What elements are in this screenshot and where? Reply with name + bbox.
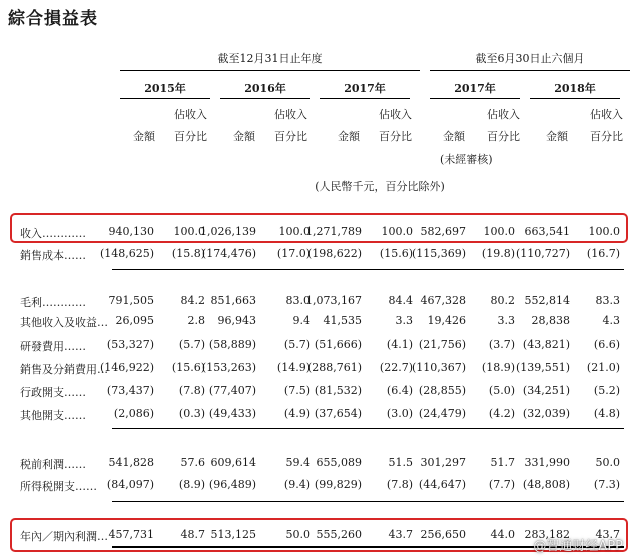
row-label: 毛利…………	[20, 296, 86, 309]
cell-value: (49,433)	[208, 407, 256, 420]
cell-value: 83.3	[595, 294, 620, 307]
row-label: 收入…………	[20, 227, 86, 240]
cell-value: 663,541	[524, 225, 570, 238]
cell-value: 1,271,789	[306, 225, 362, 238]
row-label: 税前利潤……	[20, 458, 86, 471]
cell-value: (6.6)	[593, 338, 620, 351]
cell-value: (58,889)	[208, 338, 256, 351]
pct-header-l1: 佔收入	[274, 108, 307, 121]
group-header-half: 截至6月30日止六個月	[475, 52, 585, 65]
cell-value: (51,666)	[314, 338, 362, 351]
cell-value: 48.7	[180, 528, 205, 541]
cell-value: (77,407)	[208, 384, 256, 397]
cell-value: 256,650	[420, 528, 466, 541]
row-label: 年內／期內利潤…	[20, 530, 108, 543]
cell-value: 582,697	[420, 225, 466, 238]
cell-value: (5.2)	[593, 384, 620, 397]
cell-value: 50.0	[595, 456, 620, 469]
pct-header-l1: 佔收入	[174, 108, 207, 121]
cell-value: (5.7)	[178, 338, 205, 351]
cell-value: 50.0	[285, 528, 310, 541]
cell-value: (81,532)	[314, 384, 362, 397]
year-header-2: 2016年	[244, 82, 286, 95]
cell-value: (16.7)	[586, 247, 620, 260]
cell-value: (43,821)	[522, 338, 570, 351]
cell-value: 51.5	[388, 456, 413, 469]
cell-value: 59.4	[285, 456, 310, 469]
cell-value: (7.3)	[593, 478, 620, 491]
cell-value: (8.9)	[178, 478, 205, 491]
cell-value: (174,476)	[201, 247, 256, 260]
pct-header-l2: 百分比	[487, 130, 520, 143]
subtotal-rule	[112, 428, 624, 429]
group-header-annual: 截至12月31日止年度	[217, 52, 323, 65]
cell-value: (48,808)	[522, 478, 570, 491]
cell-value: 1,073,167	[306, 294, 362, 307]
cell-value: (288,761)	[307, 361, 362, 374]
cell-value: 4.3	[602, 314, 620, 327]
cell-value: 457,731	[108, 528, 154, 541]
cell-value: (4.1)	[386, 338, 413, 351]
subtotal-rule	[112, 501, 624, 502]
cell-value: 100.0	[588, 225, 620, 238]
cell-value: (110,727)	[516, 247, 571, 260]
cell-value: (5.7)	[283, 338, 310, 351]
year-header-4: 2017年	[454, 82, 496, 95]
table-row	[0, 247, 635, 265]
cell-value: 3.3	[497, 314, 515, 327]
cell-value: (198,622)	[307, 247, 362, 260]
amount-header: 金額	[338, 130, 360, 143]
year-header-3: 2017年	[344, 82, 386, 95]
cell-value: (7.8)	[178, 384, 205, 397]
pct-header-l2: 百分比	[274, 130, 307, 143]
amount-header: 金額	[546, 130, 568, 143]
cell-value: 26,095	[115, 314, 154, 327]
cell-value: (73,437)	[106, 384, 154, 397]
cell-value: (4.8)	[593, 407, 620, 420]
cell-value: (7.8)	[386, 478, 413, 491]
cell-value: 9.4	[292, 314, 310, 327]
cell-value: 19,426	[427, 314, 466, 327]
cell-value: 43.7	[595, 528, 620, 541]
table-row	[0, 478, 635, 496]
subtotal-rule	[112, 269, 624, 270]
amount-header: 金額	[233, 130, 255, 143]
pct-header-l1: 佔收入	[590, 108, 623, 121]
cell-value: (3.7)	[488, 338, 515, 351]
cell-value: (21.0)	[586, 361, 620, 374]
row-label: 研發費用……	[20, 340, 86, 353]
cell-value: (24,479)	[418, 407, 466, 420]
cell-value: (84,097)	[106, 478, 154, 491]
cell-value: 301,297	[420, 456, 466, 469]
cell-value: (22.7)	[379, 361, 413, 374]
cell-value: 44.0	[490, 528, 515, 541]
row-label: 銷售及分銷費用…	[20, 363, 108, 376]
cell-value: 791,505	[108, 294, 154, 307]
cell-value: 51.7	[490, 456, 515, 469]
cell-value: (15.6)	[171, 361, 205, 374]
highlight-box-revenue	[10, 213, 628, 243]
cell-value: (44,647)	[418, 478, 466, 491]
cell-value: 84.2	[180, 294, 205, 307]
row-label: 所得税開支……	[20, 480, 97, 493]
cell-value: (96,489)	[208, 478, 256, 491]
cell-value: (28,855)	[418, 384, 466, 397]
cell-value: (21,756)	[418, 338, 466, 351]
cell-value: (14.9)	[276, 361, 310, 374]
cell-value: 467,328	[420, 294, 466, 307]
row-label: 其他收入及收益…	[20, 316, 108, 329]
cell-value: (99,829)	[314, 478, 362, 491]
cell-value: (148,625)	[100, 247, 155, 260]
cell-value: (17.0)	[276, 247, 310, 260]
cell-value: (0.3)	[178, 407, 205, 420]
cell-value: (146,922)	[100, 361, 155, 374]
year-rule-5	[530, 98, 620, 99]
cell-value: (18.9)	[481, 361, 515, 374]
table-row	[0, 456, 635, 474]
cell-value: 541,828	[108, 456, 154, 469]
table-row	[0, 407, 635, 425]
table-row	[0, 338, 635, 356]
year-rule-1	[120, 98, 210, 99]
cell-value: (19.8)	[481, 247, 515, 260]
cell-value: (5.0)	[488, 384, 515, 397]
cell-value: (15.8)	[171, 247, 205, 260]
cell-value: 84.4	[388, 294, 413, 307]
cell-value: (9.4)	[283, 478, 310, 491]
cell-value: (2,086)	[113, 407, 154, 420]
cell-value: 96,943	[217, 314, 256, 327]
cell-value: (53,327)	[106, 338, 154, 351]
cell-value: 41,535	[323, 314, 362, 327]
cell-value: 100.0	[483, 225, 515, 238]
cell-value: 513,125	[210, 528, 256, 541]
pct-header-l2: 百分比	[379, 130, 412, 143]
row-label: 銷售成本……	[20, 249, 86, 262]
year-rule-2	[220, 98, 310, 99]
cell-value: 80.2	[490, 294, 515, 307]
pct-header-l1: 佔收入	[487, 108, 520, 121]
cell-value: 100.0	[381, 225, 413, 238]
amount-header: 金額	[133, 130, 155, 143]
cell-value: (15.6)	[379, 247, 413, 260]
cell-value: 3.3	[395, 314, 413, 327]
group-rule-annual	[120, 70, 420, 71]
cell-value: 83.0	[285, 294, 310, 307]
cell-value: (4.2)	[488, 407, 515, 420]
cell-value: 851,663	[210, 294, 256, 307]
pct-header-l2: 百分比	[174, 130, 207, 143]
pct-header-l1: 佔收入	[379, 108, 412, 121]
unit-note: (人民幣千元，百分比除外)	[315, 180, 445, 193]
cell-value: (110,367)	[412, 361, 467, 374]
year-header-1: 2015年	[144, 82, 186, 95]
cell-value: (7.5)	[283, 384, 310, 397]
cell-value: 609,614	[210, 456, 256, 469]
cell-value: (115,369)	[412, 247, 467, 260]
cell-value: 57.6	[180, 456, 205, 469]
cell-value: (153,263)	[201, 361, 256, 374]
cell-value: 100.0	[173, 225, 205, 238]
cell-value: 2.8	[187, 314, 205, 327]
table-row	[0, 294, 635, 312]
cell-value: (6.4)	[386, 384, 413, 397]
row-label: 行政開支……	[20, 386, 86, 399]
year-rule-3	[320, 98, 410, 99]
cell-value: (3.0)	[386, 407, 413, 420]
unaudited-note: (未經審核)	[440, 153, 493, 166]
table-row	[0, 384, 635, 402]
cell-value: (7.7)	[488, 478, 515, 491]
cell-value: 940,130	[108, 225, 154, 238]
cell-value: (34,251)	[522, 384, 570, 397]
row-label: 其他開支……	[20, 409, 86, 422]
cell-value: (32,039)	[522, 407, 570, 420]
cell-value: 100.0	[278, 225, 310, 238]
cell-value: (4.9)	[283, 407, 310, 420]
cell-value: (139,551)	[516, 361, 571, 374]
cell-value: 331,990	[524, 456, 570, 469]
cell-value: 43.7	[388, 528, 413, 541]
year-header-5: 2018年	[554, 82, 596, 95]
cell-value: 1,026,139	[200, 225, 256, 238]
cell-value: 555,260	[316, 528, 362, 541]
cell-value: 283,182	[524, 528, 570, 541]
amount-header: 金額	[443, 130, 465, 143]
pct-header-l2: 百分比	[590, 130, 623, 143]
year-rule-4	[430, 98, 520, 99]
table-row	[0, 314, 635, 332]
cell-value: 552,814	[524, 294, 570, 307]
cell-value: 28,838	[531, 314, 570, 327]
cell-value: (37,654)	[314, 407, 362, 420]
cell-value: 655,089	[316, 456, 362, 469]
watermark: @智通财经APP	[533, 539, 623, 554]
group-rule-half	[430, 70, 630, 71]
page-title: 綜合損益表	[8, 9, 98, 29]
table-row	[0, 361, 635, 379]
